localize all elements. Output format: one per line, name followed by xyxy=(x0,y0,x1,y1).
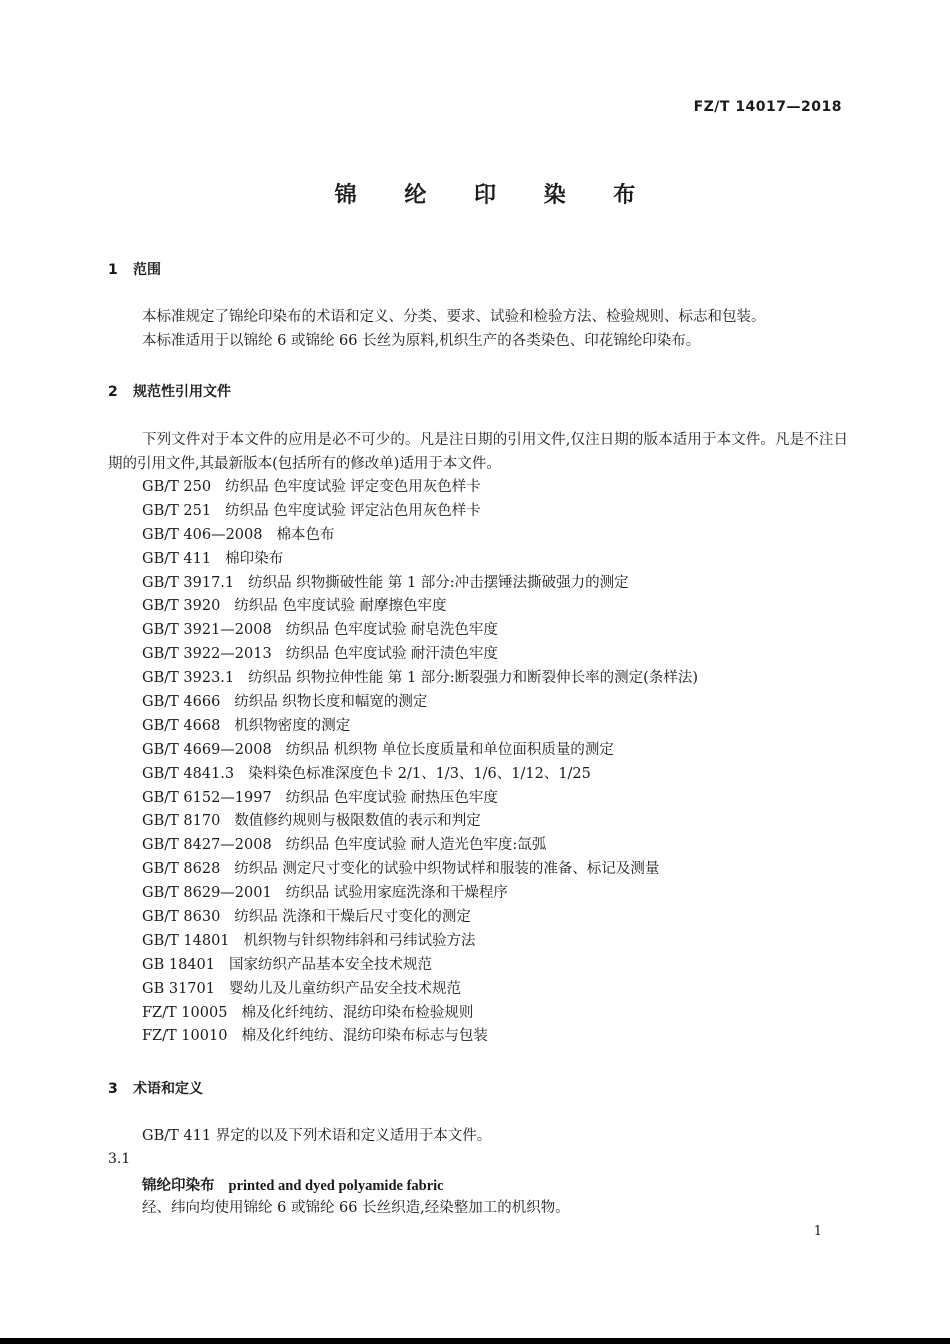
reference-code: GB 31701 xyxy=(142,980,215,997)
term-definition: 经、纬向均使用锦纶 6 或锦纶 66 长丝织造,经染整加工的机织物。 xyxy=(142,1200,570,1216)
reference-title: 棉印染布 xyxy=(225,550,284,567)
reference-code: GB/T 3922—2013 xyxy=(142,646,272,663)
reference-title: 纺织品 织物长度和幅宽的测定 xyxy=(234,694,428,711)
section-title: 术语和定义 xyxy=(133,1081,203,1097)
term-name xyxy=(142,1174,444,1195)
reference-title: 婴幼儿及儿童纺织产品安全技术规范 xyxy=(228,980,461,997)
reference-title: 纺织品 织物拉伸性能 第 1 部分:断裂强力和断裂伸长率的测定(条样法) xyxy=(248,670,698,687)
reference-code: GB/T 3921—2008 xyxy=(142,622,272,639)
reference-title: 数值修约规则与极限数值的表示和判定 xyxy=(234,813,481,830)
reference-code: GB/T 6152—1997 xyxy=(142,789,272,806)
reference-title: 纺织品 机织物 单位长度质量和单位面积质量的测定 xyxy=(285,741,614,758)
reference-item xyxy=(142,619,698,643)
reference-code: GB/T 4669—2008 xyxy=(142,741,272,758)
reference-title: 纺织品 色牢度试验 评定变色用灰色样卡 xyxy=(225,479,481,495)
reference-item xyxy=(142,1025,698,1049)
page-number: 1 xyxy=(813,1224,822,1239)
document-code: FZ/T 14017—2018 xyxy=(693,99,842,115)
reference-code: GB/T 8628 xyxy=(142,861,221,878)
reference-title: 国家纺织产品基本安全技术规范 xyxy=(228,956,432,973)
section-title: 规范性引用文件 xyxy=(133,384,231,400)
reference-code: FZ/T 10010 xyxy=(142,1028,228,1045)
reference-code: GB/T 8427—2008 xyxy=(142,837,272,854)
reference-code: GB/T 3920 xyxy=(142,598,221,615)
reference-code: GB/T 3923.1 xyxy=(142,670,235,687)
section-2-heading xyxy=(108,381,231,401)
reference-item xyxy=(142,595,698,619)
reference-code: GB/T 8170 xyxy=(142,813,221,830)
reference-title: 纺织品 测定尺寸变化的试验中织物试样和服装的准备、标记及测量 xyxy=(234,861,660,878)
reference-item xyxy=(142,667,698,691)
reference-code: FZ/T 10005 xyxy=(142,1004,228,1021)
reference-code: GB/T 3917.1 xyxy=(142,574,235,591)
reference-title: 纺织品 色牢度试验 耐摩擦色牢度 xyxy=(234,598,447,615)
reference-item xyxy=(142,882,698,906)
reference-title: 纺织品 洗涤和干燥后尺寸变化的测定 xyxy=(234,909,471,926)
reference-title: 纺织品 色牢度试验 评定沾色用灰色样卡 xyxy=(225,502,481,519)
reference-item xyxy=(142,763,698,787)
reference-title: 机织物密度的测定 xyxy=(234,717,351,734)
reference-title: 棉本色布 xyxy=(276,526,335,543)
section-1-paragraph: 本标准规定了锦纶印染布的术语和定义、分类、要求、试验和检验方法、检验规则、标志和包装。 xyxy=(142,309,766,325)
section-1-paragraph: 本标准适用于以锦纶 6 或锦纶 66 长丝为原料,机织生产的各类染色、印花锦纶印染布。 xyxy=(142,333,701,349)
reference-item xyxy=(142,476,698,500)
reference-code: GB/T 8629—2001 xyxy=(142,885,272,902)
reference-title: 纺织品 织物撕破性能 第 1 部分:冲击摆锤法撕破强力的测定 xyxy=(248,574,629,591)
reference-code: GB/T 251 xyxy=(142,502,212,519)
section-2-intro: 下列文件对于本文件的应用是必不可少的。凡是注日期的引用文件,仅注日期的版本适用于本文件。凡是不注日期的引用文件,其最新版本(包括所有的修改单)适用于本文件。 xyxy=(108,432,848,472)
reference-item xyxy=(142,834,698,858)
section-number: 3 xyxy=(108,1081,118,1097)
reference-item xyxy=(142,787,698,811)
section-3-heading xyxy=(108,1078,203,1098)
reference-title: 棉及化纤纯纺、混纺印染布检验规则 xyxy=(241,1004,474,1021)
reference-code: GB/T 250 xyxy=(142,479,212,495)
reference-code: GB/T 411 xyxy=(142,550,212,567)
reference-title: 纺织品 色牢度试验 耐热压色牢度 xyxy=(285,789,498,806)
reference-code: GB/T 4666 xyxy=(142,694,221,711)
reference-item xyxy=(142,643,698,667)
reference-title: 纺织品 色牢度试验 耐皂洗色牢度 xyxy=(285,622,498,639)
section-number: 2 xyxy=(108,384,118,400)
reference-code: GB/T 406—2008 xyxy=(142,526,263,543)
reference-item xyxy=(142,524,698,548)
reference-item xyxy=(142,1002,698,1026)
section-3-intro: GB/T 411 界定的以及下列术语和定义适用于本文件。 xyxy=(142,1128,492,1144)
term-name-zh: 锦纶印染布 xyxy=(142,1177,215,1194)
reference-item xyxy=(142,954,698,978)
reference-title: 染料染色标准深度色卡 2/1、1/3、1/6、1/12、1/25 xyxy=(248,765,591,782)
reference-title: 棉及化纤纯纺、混纺印染布标志与包装 xyxy=(241,1028,488,1045)
reference-item xyxy=(142,691,698,715)
section-1-heading xyxy=(108,259,161,279)
page-bottom-border xyxy=(0,1338,950,1344)
term-name-en: printed and dyed polyamide fabric xyxy=(228,1178,444,1194)
reference-item xyxy=(142,858,698,882)
reference-title: 机织物与针织物纬斜和弓纬试验方法 xyxy=(243,932,476,949)
reference-list xyxy=(142,476,698,1049)
reference-code: GB 18401 xyxy=(142,956,215,973)
reference-item xyxy=(142,548,698,572)
reference-code: GB/T 4841.3 xyxy=(142,765,235,782)
reference-item xyxy=(142,500,698,524)
reference-title: 纺织品 色牢度试验 耐汗渍色牢度 xyxy=(285,646,498,663)
reference-title: 纺织品 试验用家庭洗涤和干燥程序 xyxy=(285,885,508,902)
reference-code: GB/T 14801 xyxy=(142,932,230,949)
reference-item xyxy=(142,906,698,930)
section-number: 1 xyxy=(108,262,118,278)
term-number: 3.1 xyxy=(108,1151,131,1167)
document-title: 锦 纶 印 染 布 xyxy=(334,183,656,208)
reference-item xyxy=(142,930,698,954)
section-title: 范围 xyxy=(133,262,161,278)
reference-code: GB/T 8630 xyxy=(142,909,221,926)
reference-item xyxy=(142,572,698,596)
reference-title: 纺织品 色牢度试验 耐人造光色牢度:氙弧 xyxy=(285,837,547,854)
reference-item xyxy=(142,810,698,834)
reference-item xyxy=(142,739,698,763)
reference-item xyxy=(142,978,698,1002)
reference-code: GB/T 4668 xyxy=(142,717,221,734)
reference-item xyxy=(142,715,698,739)
